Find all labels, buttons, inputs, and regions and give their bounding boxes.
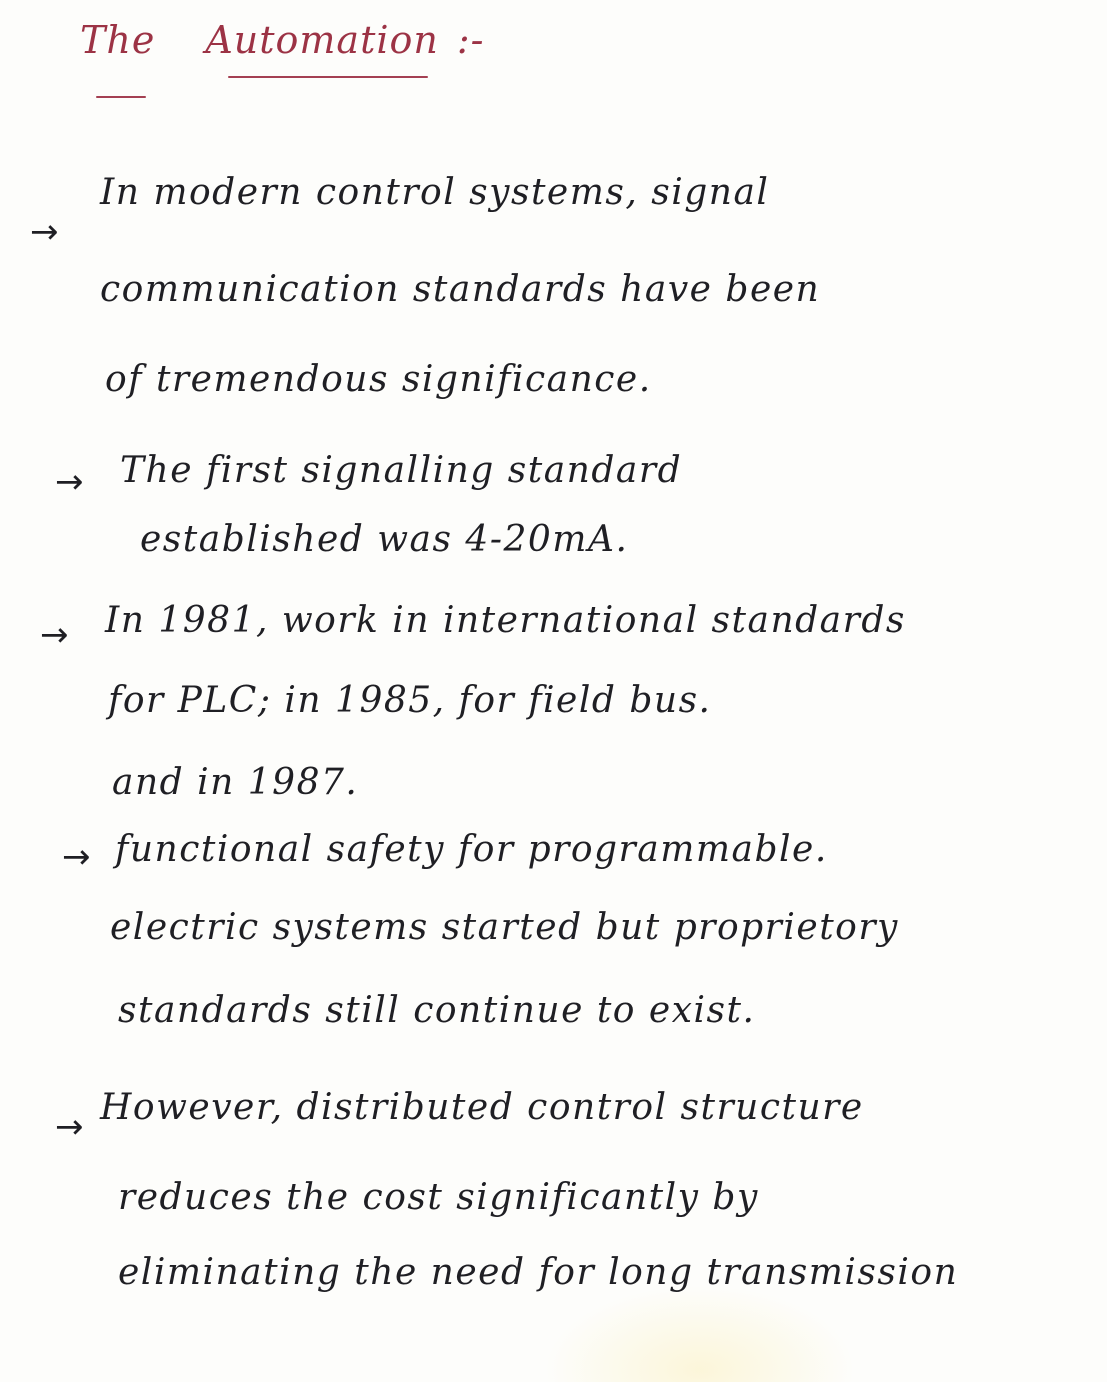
page-heading	[80, 18, 485, 78]
bullet-arrow-icon: →	[30, 212, 59, 252]
bullet-1-line-2: communication standards have been	[100, 269, 821, 310]
bullet-5-line-2: reduces the cost significantly by	[118, 1177, 759, 1218]
bullet-5-line-3: eliminating the need for long transmission	[118, 1252, 959, 1293]
bullet-3-line-2: for PLC; in 1985, for field bus.	[108, 680, 712, 721]
bullet-1-line-3: of tremendous significance.	[105, 359, 652, 400]
bullet-arrow-icon: →	[55, 462, 84, 502]
bullet-1-line-1: In modern control systems, signal	[100, 172, 770, 213]
bullet-4-line-2: electric systems started but proprietory	[110, 907, 899, 948]
bullet-4-line-3: standards still continue to exist.	[118, 990, 756, 1031]
heading-punctuation: :-	[456, 18, 485, 62]
bullet-5-line-1: However, distributed control structure	[100, 1087, 864, 1128]
heading-word-the: The	[80, 18, 156, 62]
bullet-4-line-1: functional safety for programmable.	[115, 829, 828, 870]
heading-word-automation: Automation	[205, 18, 439, 62]
heading-underline-short	[96, 96, 146, 98]
bullet-arrow-icon: →	[40, 615, 69, 655]
bullet-2-line-1: The first signalling standard	[120, 450, 683, 491]
bullet-2-line-2: established was 4-20mA.	[140, 519, 629, 560]
bullet-3-line-3: and in 1987.	[112, 762, 359, 803]
bullet-arrow-icon: →	[55, 1107, 84, 1147]
bullet-arrow-icon: →	[62, 837, 91, 877]
heading-underline-long	[228, 76, 428, 78]
bullet-3-line-1: In 1981, work in international standards	[105, 600, 906, 641]
